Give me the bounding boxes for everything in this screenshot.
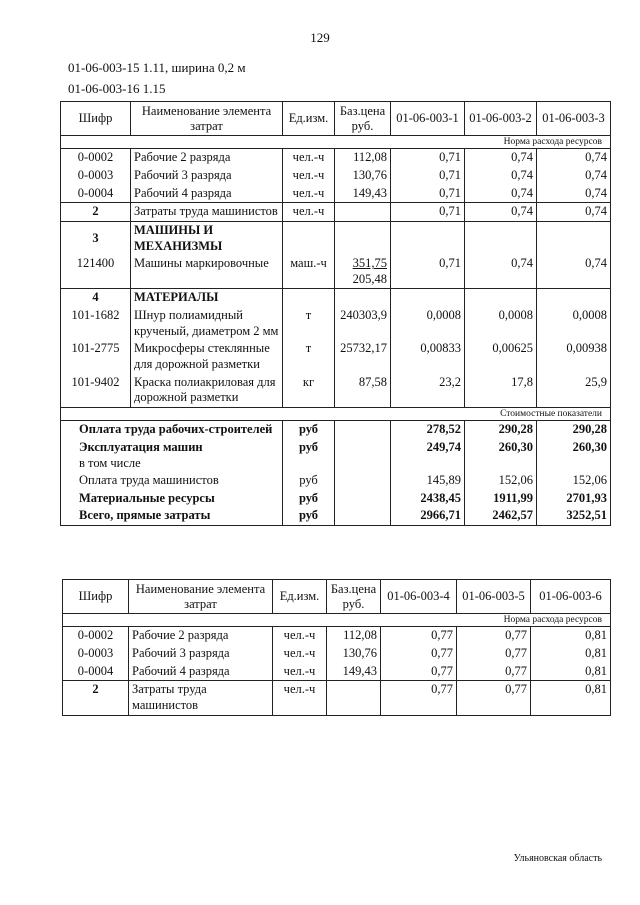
cost-row — [61, 490, 611, 508]
cell-unit: т — [283, 340, 335, 373]
table-row — [61, 374, 611, 408]
cell-empty — [335, 421, 391, 439]
cell-code: 101-1682 — [61, 307, 131, 340]
header-col-3: 01-06-003-6 — [531, 580, 611, 614]
cost-value: 290,28 — [537, 421, 611, 439]
cell-empty — [335, 221, 391, 255]
header-row — [63, 580, 611, 614]
cell-price: 149,43 — [335, 185, 391, 203]
cell-name: Рабочий 4 разряда — [131, 185, 283, 203]
cell-value: 0,0008 — [465, 307, 537, 340]
machines-header-row — [61, 221, 611, 255]
cell-value: 0,77 — [381, 645, 457, 663]
cell-code: 0-0003 — [63, 645, 129, 663]
cost-value: 260,30 — [537, 439, 611, 472]
page-number: 129 — [310, 30, 330, 45]
cell-empty — [391, 289, 465, 307]
cost-value: 249,74 — [391, 439, 465, 472]
cell-value: 0,0008 — [391, 307, 465, 340]
cell-value: 0,71 — [391, 203, 465, 222]
cell-empty — [465, 221, 537, 255]
header-unit: Ед.изм. — [283, 102, 335, 136]
cell-price: 149,43 — [327, 663, 381, 681]
cost-value: 2438,45 — [391, 490, 465, 508]
cell-empty — [537, 221, 611, 255]
cost-row — [61, 421, 611, 439]
cost-value: 2462,57 — [465, 507, 537, 525]
table-row — [61, 167, 611, 185]
cell-empty — [335, 490, 391, 508]
header-code: Шифр — [63, 580, 129, 614]
table-row — [61, 255, 611, 289]
table-row — [61, 149, 611, 167]
section-costs-row — [61, 407, 611, 420]
cell-unit: чел.-ч — [283, 185, 335, 203]
cost-unit: руб — [283, 472, 335, 490]
cell-unit: чел.-ч — [273, 681, 327, 715]
cell-code: 0-0004 — [63, 663, 129, 681]
cost-value: 2966,71 — [391, 507, 465, 525]
cost-unit: руб — [283, 439, 335, 472]
section-costs-label: Стоимостные показатели — [61, 407, 611, 420]
cell-price: 240303,9 — [335, 307, 391, 340]
cost-name: Всего, прямые затраты — [61, 507, 283, 525]
cell-code: 3 — [61, 221, 131, 255]
table-row — [61, 185, 611, 203]
header-price: Баз.цена руб. — [335, 102, 391, 136]
cell-unit: чел.-ч — [283, 167, 335, 185]
header-col-1: 01-06-003-1 — [391, 102, 465, 136]
header-col-2: 01-06-003-5 — [457, 580, 531, 614]
section-norms-label: Норма расхода ресурсов — [61, 136, 611, 149]
cost-value: 290,28 — [465, 421, 537, 439]
table-row — [63, 645, 611, 663]
cell-value: 0,81 — [531, 627, 611, 645]
reference-line-2: 01-06-003-16 1.15 — [68, 81, 166, 96]
cost-name-sub: в том числе — [79, 455, 141, 470]
cell-name: Рабочий 3 разряда — [131, 167, 283, 185]
cost-value: 2701,93 — [537, 490, 611, 508]
cost-name-main: Эксплуатация машин — [79, 439, 203, 454]
header-name: Наименование элемента затрат — [131, 102, 283, 136]
cell-unit: кг — [283, 374, 335, 408]
cell-value: 0,74 — [465, 203, 537, 222]
cell-value: 0,81 — [531, 663, 611, 681]
table-row — [61, 307, 611, 340]
cell-value: 0,00833 — [391, 340, 465, 373]
cell-empty — [283, 221, 335, 255]
price-line-1: 351,75 — [352, 256, 387, 271]
cell-code: 2 — [61, 203, 131, 222]
cost-value: 260,30 — [465, 439, 537, 472]
reference-line-1: 01-06-003-15 1.11, ширина 0,2 м — [68, 60, 246, 75]
cell-value: 0,00625 — [465, 340, 537, 373]
cell-name: Рабочий 3 разряда — [129, 645, 273, 663]
cell-value: 0,74 — [537, 149, 611, 167]
cost-name — [61, 439, 283, 472]
cell-empty — [335, 472, 391, 490]
cell-unit: чел.-ч — [283, 149, 335, 167]
cell-value: 0,0008 — [537, 307, 611, 340]
cell-unit: маш.-ч — [283, 255, 335, 289]
cell-name: Шнур полиамидный крученый, диаметром 2 мм — [131, 307, 283, 340]
cell-empty — [335, 289, 391, 307]
cost-value: 3252,51 — [537, 507, 611, 525]
table-row — [61, 340, 611, 373]
cell-value: 0,71 — [391, 149, 465, 167]
cell-value: 0,77 — [457, 645, 531, 663]
norms-table-1 — [60, 101, 611, 526]
cell-value: 0,77 — [457, 663, 531, 681]
machinist-row — [63, 681, 611, 715]
cell-name: МАШИНЫ И МЕХАНИЗМЫ — [131, 221, 283, 255]
cell-value: 0,74 — [537, 255, 611, 289]
norms-table-2 — [62, 579, 611, 716]
cost-value: 145,89 — [391, 472, 465, 490]
cell-value: 0,77 — [457, 627, 531, 645]
cell-empty — [391, 221, 465, 255]
cell-name: Затраты труда машинистов — [129, 681, 273, 715]
cost-row — [61, 507, 611, 525]
cell-value: 0,77 — [457, 681, 531, 715]
table-row — [63, 663, 611, 681]
cell-value: 0,74 — [465, 255, 537, 289]
cell-value: 0,00938 — [537, 340, 611, 373]
cell-price: 25732,17 — [335, 340, 391, 373]
cell-code: 0-0004 — [61, 185, 131, 203]
cell-value: 0,77 — [381, 663, 457, 681]
region-footer: Ульяновская область — [513, 853, 602, 864]
cell-unit: чел.-ч — [273, 663, 327, 681]
cell-value: 0,71 — [391, 255, 465, 289]
cell-name: Микросферы стеклянные для дорожной разметки — [131, 340, 283, 373]
cell-value: 0,74 — [537, 203, 611, 222]
header-col-3: 01-06-003-3 — [537, 102, 611, 136]
cost-name: Оплата труда машинистов — [61, 472, 283, 490]
cell-price — [335, 203, 391, 222]
cost-value: 152,06 — [465, 472, 537, 490]
cell-code: 4 — [61, 289, 131, 307]
cost-unit: руб — [283, 421, 335, 439]
cell-code: 2 — [63, 681, 129, 715]
cell-name: МАТЕРИАЛЫ — [131, 289, 283, 307]
cell-price: 130,76 — [335, 167, 391, 185]
machinist-row — [61, 203, 611, 222]
cell-value: 0,74 — [465, 167, 537, 185]
cell-value: 17,8 — [465, 374, 537, 408]
cell-value: 0,81 — [531, 645, 611, 663]
cell-value: 0,71 — [391, 185, 465, 203]
cell-unit: чел.-ч — [283, 203, 335, 222]
section-norms-row — [63, 614, 611, 627]
cell-value: 0,74 — [537, 185, 611, 203]
cell-value: 0,77 — [381, 627, 457, 645]
cost-name: Материальные ресурсы — [61, 490, 283, 508]
cell-name: Рабочий 4 разряда — [129, 663, 273, 681]
cell-value: 0,74 — [465, 149, 537, 167]
cell-name: Рабочие 2 разряда — [129, 627, 273, 645]
header-unit: Ед.изм. — [273, 580, 327, 614]
cell-name: Машины маркировочные — [131, 255, 283, 289]
materials-header-row — [61, 289, 611, 307]
cost-value: 1911,99 — [465, 490, 537, 508]
cell-code: 0-0002 — [61, 149, 131, 167]
cell-name: Краска полиакриловая для дорожной разметки — [131, 374, 283, 408]
cost-value: 278,52 — [391, 421, 465, 439]
cell-price — [335, 255, 391, 289]
cell-price — [327, 681, 381, 715]
header-col-2: 01-06-003-2 — [465, 102, 537, 136]
cell-price: 112,08 — [335, 149, 391, 167]
cell-unit: чел.-ч — [273, 627, 327, 645]
cost-value: 152,06 — [537, 472, 611, 490]
header-name: Наименование элемента затрат — [129, 580, 273, 614]
cell-empty — [465, 289, 537, 307]
cell-name: Затраты труда машинистов — [131, 203, 283, 222]
cell-price: 130,76 — [327, 645, 381, 663]
cell-unit: т — [283, 307, 335, 340]
price-line-2: 205,48 — [352, 271, 387, 286]
cost-name: Оплата труда рабочих-строителей — [61, 421, 283, 439]
header-col-1: 01-06-003-4 — [381, 580, 457, 614]
cell-code: 0-0003 — [61, 167, 131, 185]
cell-empty — [283, 289, 335, 307]
cell-unit: чел.-ч — [273, 645, 327, 663]
cost-row — [61, 439, 611, 472]
cost-unit: руб — [283, 490, 335, 508]
cell-value: 0,74 — [465, 185, 537, 203]
cost-row — [61, 472, 611, 490]
cell-code: 101-2775 — [61, 340, 131, 373]
cell-value: 0,77 — [381, 681, 457, 715]
table-row — [63, 627, 611, 645]
cell-empty — [537, 289, 611, 307]
section-norms-label: Норма расхода ресурсов — [63, 614, 611, 627]
cell-code: 101-9402 — [61, 374, 131, 408]
cell-empty — [335, 439, 391, 472]
section-norms-row — [61, 136, 611, 149]
cell-price: 87,58 — [335, 374, 391, 408]
cell-value: 25,9 — [537, 374, 611, 408]
header-price: Баз.цена руб. — [327, 580, 381, 614]
cell-price: 112,08 — [327, 627, 381, 645]
cell-value: 0,74 — [537, 167, 611, 185]
cell-empty — [335, 507, 391, 525]
cell-value: 0,71 — [391, 167, 465, 185]
cell-name: Рабочие 2 разряда — [131, 149, 283, 167]
cell-code: 121400 — [61, 255, 131, 289]
cell-value: 23,2 — [391, 374, 465, 408]
cost-unit: руб — [283, 507, 335, 525]
cell-value: 0,81 — [531, 681, 611, 715]
header-row — [61, 102, 611, 136]
cell-code: 0-0002 — [63, 627, 129, 645]
header-code: Шифр — [61, 102, 131, 136]
